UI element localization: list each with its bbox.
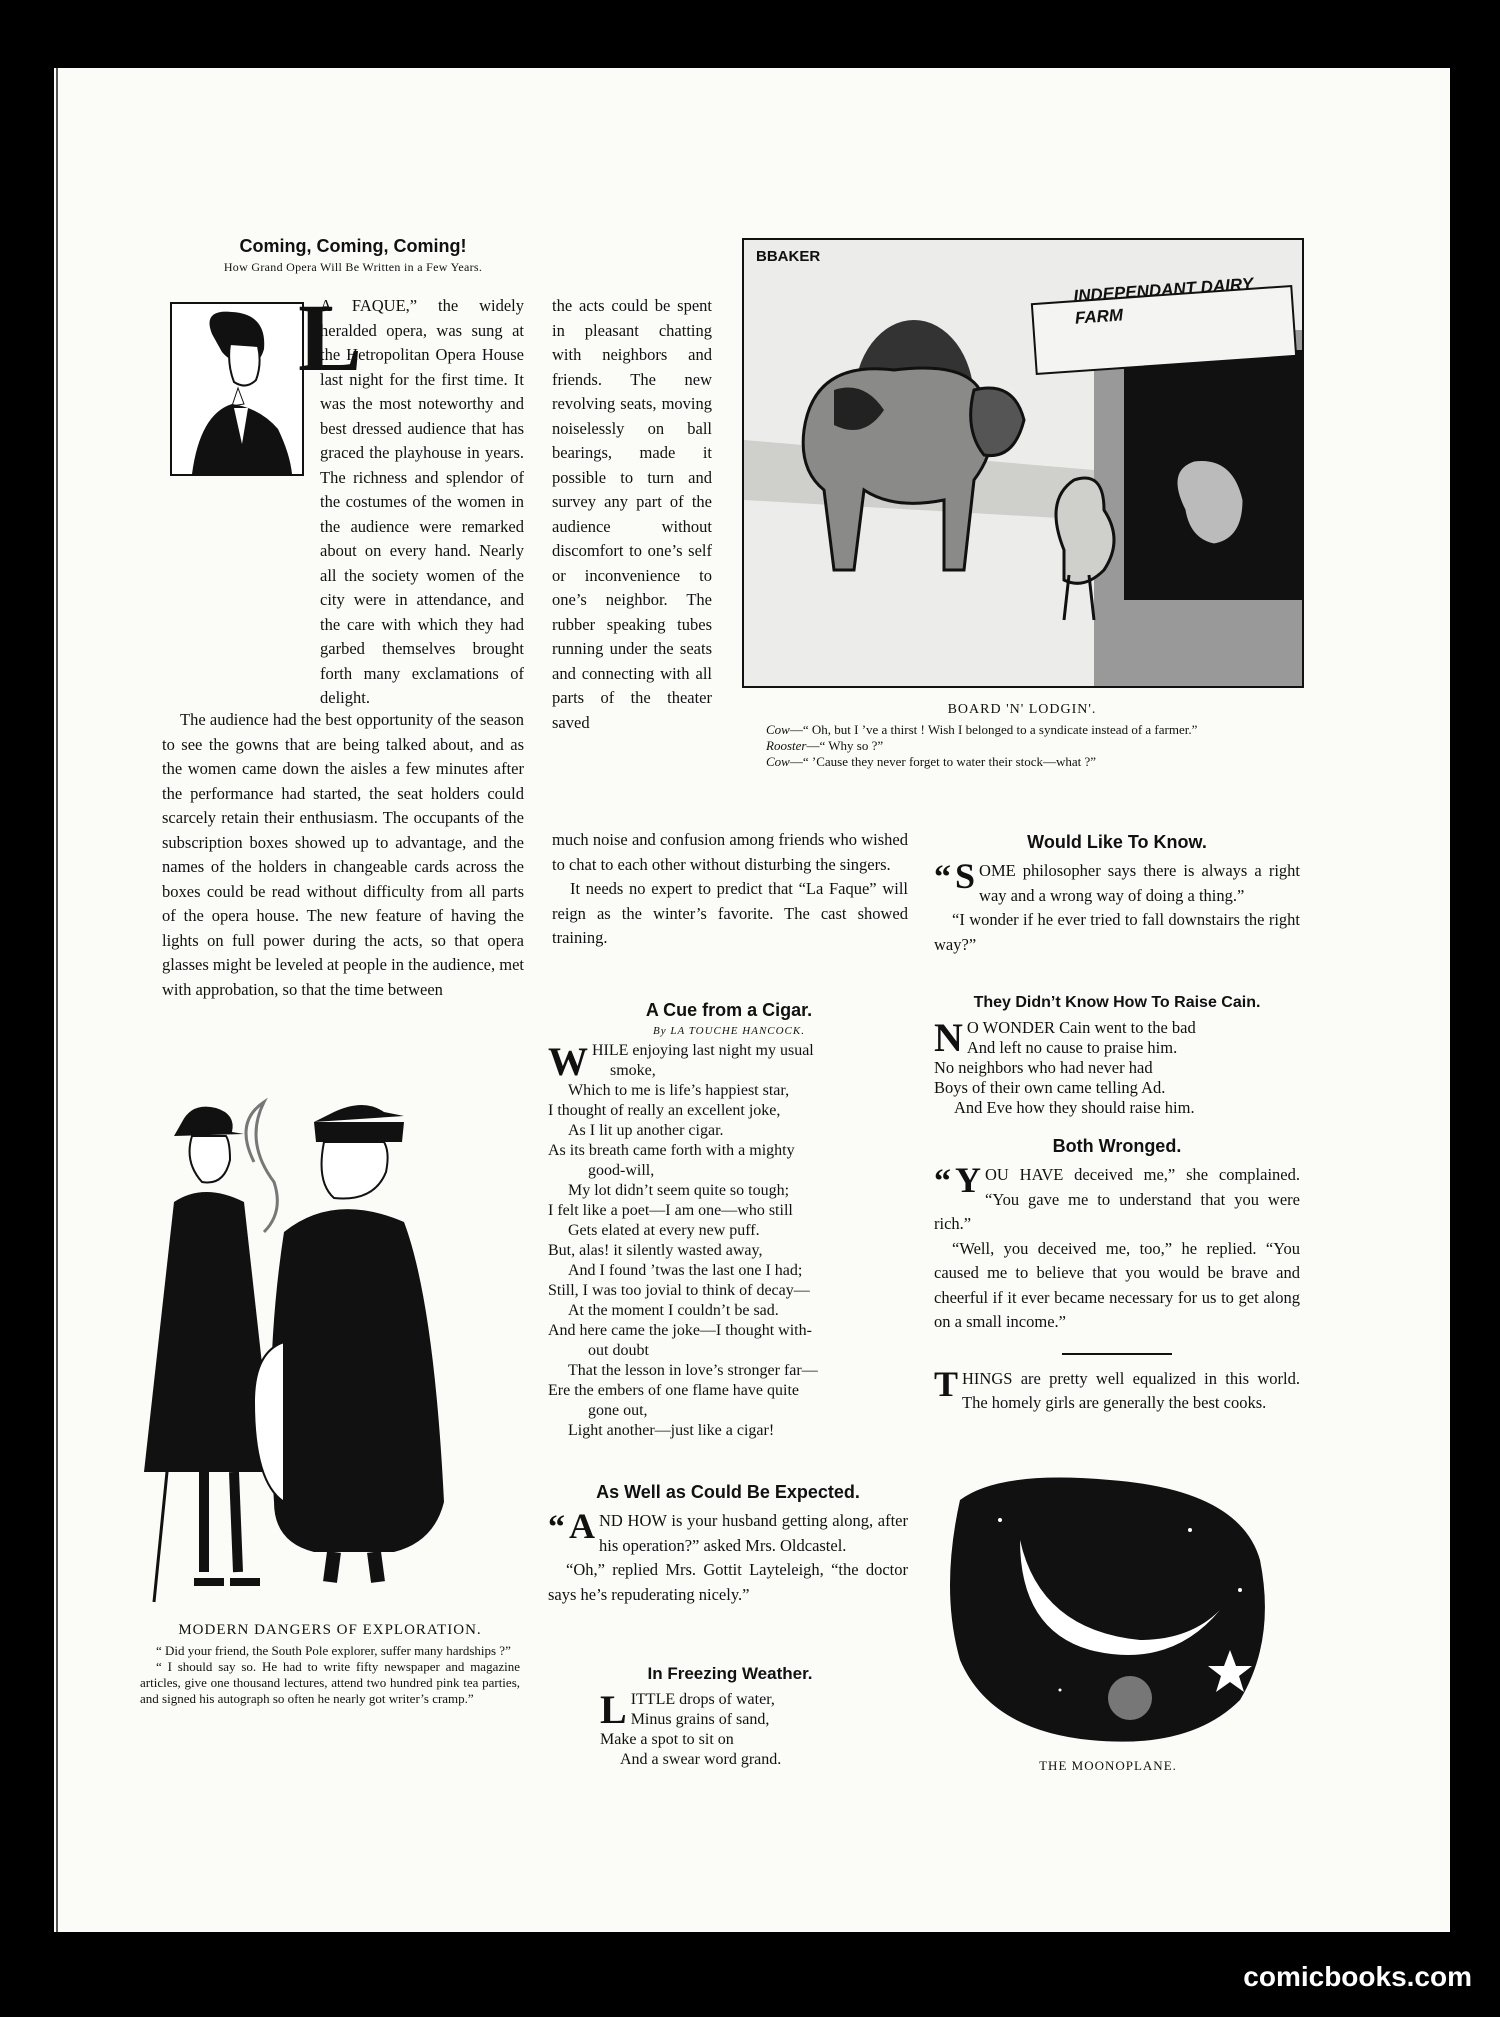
cigar-line: Ere the embers of one flame have quite xyxy=(548,1382,799,1399)
cain-line: And left no cause to praise him. xyxy=(966,1038,1178,1057)
board-line-3 xyxy=(742,754,1302,770)
know-p1-text: OME philosopher says there is always a right way and a wrong way of doing a thing.” xyxy=(979,861,1300,905)
board-line-1-text: —“ Oh, but I ’ve a thirst ! Wish I belonged to a syndicate instead of a farmer.” xyxy=(789,722,1198,737)
cigar-title: A Cue from a Cigar. xyxy=(645,1000,813,1020)
coming-subtitle: How Grand Opera Will Be Written in a Few Years. xyxy=(223,260,483,274)
cigar-line: good-will, xyxy=(588,1162,655,1179)
know-title: Would Like To Know. xyxy=(1027,832,1207,852)
know-block xyxy=(934,832,1300,957)
moon-caption xyxy=(940,1758,1276,1774)
woman-portrait-illustration xyxy=(170,302,304,476)
coming-para-4: much noise and confusion among friends who wished to chat to each other without disturbing the singers. xyxy=(552,830,908,874)
things-text xyxy=(934,1363,1300,1416)
coming-para-3: the acts could be spent in pleasant chatting with neighbors and friends. The new revolving seats, moving noiselessly on ball bearings, made it possible to turn and survey any part of the audience without discomfort to one’s self or inconvenience to one’s neighbor. The rubber speaking tubes running under the seats and connecting with all parts of the theater saved xyxy=(552,296,712,732)
cigar-line: Gets elated at every new puff. xyxy=(568,1222,760,1239)
cigar-line: As its breath came forth with a mighty xyxy=(548,1142,795,1159)
cigar-line: But, alas! it silently wasted away, xyxy=(548,1242,763,1259)
expected-p1-text: ND HOW is your husband getting along, after his operation?” asked Mrs. Oldcastel. xyxy=(599,1511,908,1555)
board-line-2-text: —“ Why so ?” xyxy=(806,738,884,753)
speaker-cow: Cow xyxy=(766,722,790,737)
coming-para-1: A FAQUE,” the widely heralded opera, was sung at the Hetropolitan Opera House last night for the first time. It was the most noteworthy and best dressed audience that has graced the playhouse in years. The richness and splendor of the costumes of the women in the audience were remarked about on every hand. Nearly all the society women of the city were in attendance, and the care with which they had garbed themselves brought forth many exclamations of delight. xyxy=(320,296,524,707)
wronged-block xyxy=(934,1136,1300,1416)
page-spine xyxy=(56,68,58,1932)
things-text-body: HINGS are pretty well equalized in this world. The homely girls are generally the best cooks. xyxy=(962,1368,1300,1412)
expected-p2: “Oh,” replied Mrs. Gottit Layteleigh, “the doctor says he’s repuderating nicely.” xyxy=(548,1560,908,1604)
cigar-line: Still, I was too jovial to think of decay— xyxy=(548,1282,810,1299)
cigar-line: My lot didn’t seem quite so tough; xyxy=(568,1182,790,1199)
explorers-illustration xyxy=(134,1102,534,1612)
coming-title: Coming, Coming, Coming! xyxy=(239,236,467,256)
know-quote-mark: “ xyxy=(934,859,951,896)
freezing-verse xyxy=(600,1687,860,1770)
wronged-p1 xyxy=(934,1160,1300,1237)
cain-dropcap: N xyxy=(934,1015,963,1060)
modern-title: MODERN DANGERS OF EXPLORATION. xyxy=(178,1622,482,1638)
section-divider xyxy=(1062,1353,1172,1355)
board-lodgin-cartoon xyxy=(742,238,1304,688)
cain-line: Boys of their own came telling Ad. xyxy=(934,1078,1166,1097)
board-line-2 xyxy=(742,738,1302,754)
speaker-cow-2: Cow xyxy=(766,754,790,769)
cigar-line: At the moment I couldn’t be sad. xyxy=(568,1302,779,1319)
cigar-line: out doubt xyxy=(588,1342,649,1359)
coming-header xyxy=(168,236,538,275)
expected-title: As Well as Could Be Expected. xyxy=(596,1482,860,1502)
cigar-dropcap: W xyxy=(548,1039,588,1084)
coming-dropcap: L xyxy=(298,284,363,391)
know-p1 xyxy=(934,856,1300,908)
cigar-poem xyxy=(548,1000,910,1441)
freezing-line: Make a spot to sit on xyxy=(600,1731,734,1748)
cigar-line: smoke, xyxy=(610,1062,656,1079)
board-title: BOARD 'N' LODGIN'. xyxy=(947,702,1097,717)
modern-caption xyxy=(140,1622,520,1707)
board-caption xyxy=(742,702,1302,770)
know-dropcap: S xyxy=(955,856,976,896)
board-artist-signature: BBAKER xyxy=(756,248,821,265)
board-line-3-text: —“ ’Cause they never forget to water their stock—what ?” xyxy=(789,754,1097,769)
freezing-line: ITTLE drops of water, xyxy=(630,1691,775,1708)
expected-quote-mark: “ xyxy=(548,1509,565,1546)
cain-line: O WONDER Cain went to the bad xyxy=(966,1018,1196,1037)
wronged-dropcap: Y xyxy=(955,1160,981,1200)
cigar-line: gone out, xyxy=(588,1402,648,1419)
expected-p1 xyxy=(548,1506,908,1558)
site-watermark: comicbooks.com xyxy=(1243,1961,1472,1992)
speaker-rooster: Rooster xyxy=(766,738,807,753)
cigar-line: HILE enjoying last night my usual xyxy=(592,1042,814,1059)
coming-para-5: It needs no expert to predict that “La Faque” will reign as the winter’s favorite. The cast showed training. xyxy=(552,879,908,947)
wronged-quote-mark: “ xyxy=(934,1163,951,1200)
coming-para-2: The audience had the best opportunity of the season to see the gowns that are being talked about, and as the women came down the aisles a few minutes after the performance had started, the seat holders could scarcely retain their enthusiasm. The occupants of the subscription boxes showed up to advantage, and the names of the holders in changeable cards across the boxes could be read without difficulty from all parts of the opera house. The new feature of having the lights on full power during the acts, so that opera glasses might be leveled at people in the audience, met with approbation, so that the time between xyxy=(162,710,524,999)
things-dropcap: T xyxy=(934,1363,959,1404)
freezing-dropcap: L xyxy=(600,1687,627,1732)
cigar-line: And I found ’twas the last one I had; xyxy=(568,1262,803,1279)
modern-p2: “ I should say so. He had to write fifty newspaper and magazine articles, give one thousand lectures, attend two hundred pink tea parties, and signed his autograph so often he nearly got writer’s cramp.” xyxy=(140,1659,520,1706)
cigar-line: Light another—just like a cigar! xyxy=(568,1422,775,1439)
cigar-verse xyxy=(548,1041,910,1441)
cigar-line: And here came the joke—I thought with- xyxy=(548,1322,812,1339)
coming-col-a-bottom xyxy=(162,708,524,1002)
coming-col-b xyxy=(552,294,712,735)
cigar-line: That the lesson in love’s stronger far— xyxy=(568,1362,818,1379)
cain-title: They Didn’t Know How To Raise Cain. xyxy=(973,994,1261,1011)
moon-title: THE MOONOPLANE. xyxy=(1039,1758,1177,1773)
wronged-p1-text: OU HAVE deceived me,” she complained. “You gave me to understand that you were rich.” xyxy=(934,1165,1300,1233)
expected-block xyxy=(548,1482,908,1607)
cigar-line: I felt like a poet—I am one—who still xyxy=(548,1202,793,1219)
expected-dropcap: A xyxy=(569,1506,595,1546)
wronged-title: Both Wronged. xyxy=(1052,1136,1182,1156)
cigar-line: Which to me is life’s happiest star, xyxy=(568,1082,790,1099)
board-line-1 xyxy=(742,722,1302,738)
cain-line: No neighbors who had never had xyxy=(934,1058,1153,1077)
cigar-line: As I lit up another cigar. xyxy=(568,1122,724,1139)
freezing-block xyxy=(600,1664,860,1770)
freezing-title: In Freezing Weather. xyxy=(647,1664,813,1683)
cain-verse xyxy=(934,1015,1300,1118)
cain-line: And Eve how they should raise him. xyxy=(954,1098,1195,1117)
coming-col-b-bottom xyxy=(552,828,908,951)
freezing-line: And a swear word grand. xyxy=(620,1751,782,1768)
coming-col-a-top xyxy=(320,294,524,707)
cigar-byline: By LA TOUCHE HANCOCK. xyxy=(652,1025,805,1037)
cigar-line: I thought of really an excellent joke, xyxy=(548,1102,781,1119)
modern-p1: “ Did your friend, the South Pole explorer, suffer many hardships ?” xyxy=(156,1643,511,1658)
moonoplane-illustration xyxy=(940,1470,1276,1750)
know-p2: “I wonder if he ever tried to fall downstairs the right way?” xyxy=(934,910,1300,954)
cain-block xyxy=(934,994,1300,1118)
freezing-line: Minus grains of sand, xyxy=(630,1711,770,1728)
wronged-p2: “Well, you deceived me, too,” he replied. “You caused me to believe that you would be brave and cheerful if it ever became necessary for us to get along on a small income.” xyxy=(934,1238,1300,1331)
dairy-farm-sign: INDEPENDANT DAIRY FARM xyxy=(1072,274,1254,328)
